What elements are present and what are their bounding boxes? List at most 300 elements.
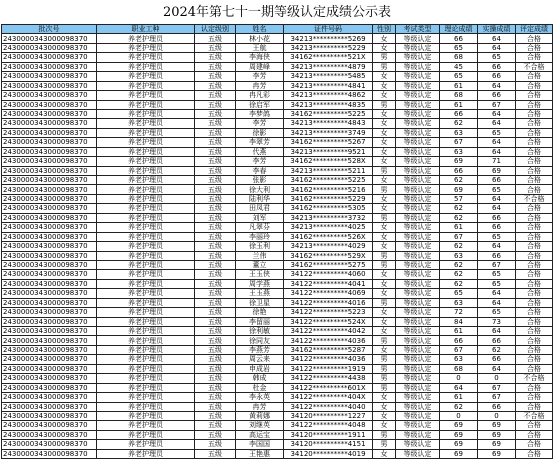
cell-theory-score: 67: [440, 138, 478, 147]
cell-theory-score: 63: [440, 298, 478, 307]
cell-gender: 女: [373, 128, 396, 137]
cell-exam-type: 等级认定: [396, 355, 440, 364]
cell-id-number: 34162**********521X: [284, 53, 373, 62]
cell-name: 冉芳: [236, 81, 284, 90]
cell-occupation: 养老护理员: [97, 81, 195, 90]
cell-id-number: 34122**********4036: [284, 355, 373, 364]
cell-batch-number: 24300003430000983​70: [2, 166, 97, 175]
cell-batch-number: 24300003430000983​70: [2, 43, 97, 52]
cell-gender: 男: [373, 62, 396, 71]
cell-name: 李春: [236, 166, 284, 175]
cell-theory-score: 61: [440, 327, 478, 336]
cell-name: 杜金: [236, 383, 284, 392]
cell-theory-score: 69: [440, 449, 478, 458]
column-header-id-number: 证件号码: [284, 25, 373, 34]
cell-name: 周建峰: [236, 62, 284, 71]
cell-result: 合格: [516, 317, 553, 326]
cell-theory-score: 62: [440, 204, 478, 213]
cell-id-number: 34213**********4029: [284, 242, 373, 251]
cell-id-number: 34213**********4879: [284, 62, 373, 71]
cell-occupation: 养老护理员: [97, 62, 195, 71]
cell-gender: 女: [373, 109, 396, 118]
cell-exam-type: 等级认定: [396, 393, 440, 402]
column-header-result: 评定成绩: [516, 25, 553, 34]
cell-exam-type: 等级认定: [396, 251, 440, 260]
cell-batch-number: 24300003430000983​70: [2, 383, 97, 392]
table-row: [2, 176, 553, 185]
cell-result: 合格: [516, 289, 553, 298]
cell-gender: 男: [373, 185, 396, 194]
cell-name: 徐玉利: [236, 242, 284, 251]
cell-practical-score: 64: [478, 327, 516, 336]
cell-theory-score: 66: [440, 166, 478, 175]
cell-result: 合格: [516, 72, 553, 81]
cell-occupation: 养老护理员: [97, 430, 195, 439]
table-row: [2, 402, 553, 411]
cell-batch-number: 24300003430000983​70: [2, 355, 97, 364]
cell-occupation: 养老护理员: [97, 374, 195, 383]
cell-result: 合格: [516, 213, 553, 222]
cell-result: 合格: [516, 402, 553, 411]
cell-theory-score: 64: [440, 383, 478, 392]
cell-occupation: 养老护理员: [97, 34, 195, 43]
cell-gender: 女: [373, 232, 396, 241]
cell-occupation: 养老护理员: [97, 100, 195, 109]
cell-result: 合格: [516, 440, 553, 449]
cell-name: 凡翠芬: [236, 223, 284, 232]
cell-exam-type: 等级认定: [396, 402, 440, 411]
cell-level: 五级: [195, 128, 236, 137]
cell-gender: 女: [373, 34, 396, 43]
cell-batch-number: 24300003430000983​70: [2, 393, 97, 402]
cell-exam-type: 等级认定: [396, 194, 440, 203]
cell-gender: 女: [373, 421, 396, 430]
table-row: [2, 72, 553, 81]
cell-theory-score: 62: [440, 260, 478, 269]
cell-practical-score: 66: [478, 355, 516, 364]
cell-level: 五级: [195, 421, 236, 430]
cell-batch-number: 24300003430000983​70: [2, 336, 97, 345]
cell-occupation: 养老护理员: [97, 421, 195, 430]
cell-result: 合格: [516, 355, 553, 364]
cell-name: 刘继英: [236, 421, 284, 430]
cell-exam-type: 等级认定: [396, 185, 440, 194]
cell-name: 徐艳: [236, 308, 284, 317]
table-row: [2, 383, 553, 392]
cell-name: 王艳惠: [236, 449, 284, 458]
cell-batch-number: 24300003430000983​70: [2, 289, 97, 298]
cell-practical-score: 65: [478, 279, 516, 288]
cell-level: 五级: [195, 260, 236, 269]
cell-exam-type: 等级认定: [396, 119, 440, 128]
cell-result: 不合格: [516, 374, 553, 383]
table-row: [2, 242, 553, 251]
cell-name: 李海侠: [236, 53, 284, 62]
cell-result: 合格: [516, 147, 553, 156]
cell-name: 徐同友: [236, 336, 284, 345]
cell-name: 李国国: [236, 440, 284, 449]
cell-id-number: 34122**********4041: [284, 279, 373, 288]
cell-name: 李梦鸽: [236, 109, 284, 118]
cell-result: 合格: [516, 327, 553, 336]
cell-practical-score: 66: [478, 251, 516, 260]
table-row: [2, 194, 553, 203]
table-row: [2, 336, 553, 345]
cell-exam-type: 等级认定: [396, 374, 440, 383]
cell-theory-score: 62: [440, 119, 478, 128]
cell-exam-type: 等级认定: [396, 34, 440, 43]
column-header-practical-score: 实操成绩: [478, 25, 516, 34]
cell-level: 五级: [195, 138, 236, 147]
cell-gender: 女: [373, 81, 396, 90]
cell-gender: 女: [373, 345, 396, 354]
cell-occupation: 养老护理员: [97, 91, 195, 100]
cell-batch-number: 24300003430000983​70: [2, 260, 97, 269]
cell-exam-type: 等级认定: [396, 72, 440, 81]
table-row: [2, 157, 553, 166]
cell-result: 合格: [516, 251, 553, 260]
cell-level: 五级: [195, 204, 236, 213]
cell-practical-score: 0: [478, 411, 516, 420]
cell-occupation: 养老护理员: [97, 260, 195, 269]
cell-practical-score: 66: [478, 336, 516, 345]
cell-theory-score: 63: [440, 128, 478, 137]
cell-theory-score: 61: [440, 81, 478, 90]
cell-gender: 女: [373, 194, 396, 203]
cell-gender: 男: [373, 364, 396, 373]
cell-level: 五级: [195, 53, 236, 62]
cell-theory-score: 62: [440, 176, 478, 185]
cell-id-number: 34162**********5287: [284, 345, 373, 354]
cell-gender: 男: [373, 440, 396, 449]
cell-batch-number: 24300003430000983​70: [2, 402, 97, 411]
cell-name: 李芳: [236, 72, 284, 81]
cell-exam-type: 等级认定: [396, 270, 440, 279]
cell-level: 五级: [195, 449, 236, 458]
cell-exam-type: 等级认定: [396, 213, 440, 222]
cell-level: 五级: [195, 393, 236, 402]
cell-id-number: 34122**********601X: [284, 383, 373, 392]
cell-result: 合格: [516, 449, 553, 458]
cell-occupation: 养老护理员: [97, 383, 195, 392]
cell-level: 五级: [195, 430, 236, 439]
column-header-batch-number: 批次号: [2, 25, 97, 34]
column-header-level: 认定级别: [195, 25, 236, 34]
cell-practical-score: 64: [478, 289, 516, 298]
cell-theory-score: 68: [440, 53, 478, 62]
cell-occupation: 养老护理员: [97, 327, 195, 336]
cell-exam-type: 等级认定: [396, 204, 440, 213]
cell-id-number: 34122**********4016: [284, 298, 373, 307]
cell-practical-score: 65: [478, 232, 516, 241]
cell-gender: 男: [373, 213, 396, 222]
cell-level: 五级: [195, 43, 236, 52]
cell-theory-score: 84: [440, 317, 478, 326]
table-row: [2, 53, 553, 62]
column-header-gender: 性别: [373, 25, 396, 34]
cell-id-number: 34120**********1227: [284, 411, 373, 420]
cell-exam-type: 等级认定: [396, 147, 440, 156]
cell-practical-score: 66: [478, 402, 516, 411]
cell-result: 合格: [516, 260, 553, 269]
cell-theory-score: 66: [440, 34, 478, 43]
cell-gender: 男: [373, 260, 396, 269]
cell-id-number: 34122**********404X: [284, 393, 373, 402]
cell-name: 张影: [236, 176, 284, 185]
cell-batch-number: 24300003430000983​70: [2, 91, 97, 100]
cell-batch-number: 24300003430000983​70: [2, 185, 97, 194]
cell-id-number: 34122**********4036: [284, 336, 373, 345]
cell-gender: 女: [373, 138, 396, 147]
cell-exam-type: 等级认定: [396, 383, 440, 392]
cell-occupation: 养老护理员: [97, 308, 195, 317]
table-row: [2, 308, 553, 317]
cell-result: 合格: [516, 393, 553, 402]
cell-gender: 女: [373, 91, 396, 100]
cell-id-number: 34122**********4069: [284, 289, 373, 298]
cell-id-number: 34162**********5229: [284, 194, 373, 203]
table-row: [2, 374, 553, 383]
cell-result: 合格: [516, 308, 553, 317]
cell-result: 合格: [516, 43, 553, 52]
table-row: [2, 109, 553, 118]
cell-batch-number: 24300003430000983​70: [2, 232, 97, 241]
cell-level: 五级: [195, 242, 236, 251]
cell-theory-score: 69: [440, 421, 478, 430]
cell-exam-type: 等级认定: [396, 176, 440, 185]
cell-result: 合格: [516, 91, 553, 100]
cell-theory-score: 72: [440, 308, 478, 317]
cell-result: 不合格: [516, 194, 553, 203]
cell-name: 周云来: [236, 355, 284, 364]
cell-name: 高运宝: [236, 430, 284, 439]
cell-theory-score: 62: [440, 213, 478, 222]
cell-practical-score: 65: [478, 185, 516, 194]
cell-occupation: 养老护理员: [97, 345, 195, 354]
cell-gender: 男: [373, 336, 396, 345]
cell-gender: 女: [373, 327, 396, 336]
cell-result: 合格: [516, 242, 553, 251]
cell-practical-score: 0: [478, 374, 516, 383]
cell-occupation: 养老护理员: [97, 157, 195, 166]
cell-batch-number: 24300003430000983​70: [2, 270, 97, 279]
cell-practical-score: 64: [478, 364, 516, 373]
table-row: [2, 317, 553, 326]
cell-practical-score: 69: [478, 440, 516, 449]
cell-batch-number: 24300003430000983​70: [2, 81, 97, 90]
cell-name: 冉凡彩: [236, 91, 284, 100]
cell-level: 五级: [195, 298, 236, 307]
cell-batch-number: 24300003430000983​70: [2, 128, 97, 137]
cell-level: 五级: [195, 383, 236, 392]
cell-result: 合格: [516, 119, 553, 128]
cell-name: 刘军: [236, 213, 284, 222]
cell-result: 合格: [516, 204, 553, 213]
cell-level: 五级: [195, 364, 236, 373]
cell-exam-type: 等级认定: [396, 138, 440, 147]
table-row: [2, 289, 553, 298]
cell-batch-number: 24300003430000983​70: [2, 119, 97, 128]
cell-name: 申成岩: [236, 364, 284, 373]
cell-occupation: 养老护理员: [97, 213, 195, 222]
cell-exam-type: 等级认定: [396, 289, 440, 298]
cell-exam-type: 等级认定: [396, 62, 440, 71]
cell-occupation: 养老护理员: [97, 355, 195, 364]
cell-occupation: 养老护理员: [97, 72, 195, 81]
cell-exam-type: 等级认定: [396, 317, 440, 326]
cell-batch-number: 24300003430000983​70: [2, 421, 97, 430]
results-table: [1, 24, 553, 459]
cell-exam-type: 等级认定: [396, 43, 440, 52]
cell-result: 合格: [516, 364, 553, 373]
cell-exam-type: 等级认定: [396, 440, 440, 449]
cell-name: 冉芳: [236, 402, 284, 411]
cell-occupation: 养老护理员: [97, 185, 195, 194]
table-row: [2, 355, 553, 364]
cell-result: 合格: [516, 223, 553, 232]
cell-gender: 男: [373, 251, 396, 260]
cell-gender: 女: [373, 317, 396, 326]
table-row: [2, 364, 553, 373]
table-row: [2, 147, 553, 156]
cell-name: 徐大利: [236, 185, 284, 194]
cell-theory-score: 65: [440, 72, 478, 81]
cell-practical-score: 64: [478, 204, 516, 213]
cell-batch-number: 24300003430000983​70: [2, 298, 97, 307]
cell-result: 合格: [516, 34, 553, 43]
cell-practical-score: 64: [478, 81, 516, 90]
cell-gender: 男: [373, 298, 396, 307]
cell-id-number: 34162**********5225: [284, 109, 373, 118]
cell-gender: 男: [373, 383, 396, 392]
cell-name: 林小花: [236, 34, 284, 43]
cell-result: 合格: [516, 81, 553, 90]
cell-gender: 男: [373, 100, 396, 109]
cell-batch-number: 24300003430000983​70: [2, 109, 97, 118]
table-row: [2, 91, 553, 100]
table-row: [2, 100, 553, 109]
cell-exam-type: 等级认定: [396, 260, 440, 269]
cell-gender: 女: [373, 72, 396, 81]
cell-exam-type: 等级认定: [396, 308, 440, 317]
cell-result: 合格: [516, 279, 553, 288]
table-row: [2, 270, 553, 279]
cell-level: 五级: [195, 308, 236, 317]
cell-occupation: 养老护理员: [97, 364, 195, 373]
column-header-occupation: 职业工种: [97, 25, 195, 34]
cell-theory-score: 68: [440, 91, 478, 100]
cell-practical-score: 66: [478, 91, 516, 100]
cell-level: 五级: [195, 119, 236, 128]
cell-name: 徐启军: [236, 100, 284, 109]
cell-occupation: 养老护理员: [97, 449, 195, 458]
cell-id-number: 34213**********3749: [284, 128, 373, 137]
cell-result: 合格: [516, 176, 553, 185]
cell-level: 五级: [195, 336, 236, 345]
cell-result: 不合格: [516, 62, 553, 71]
cell-occupation: 养老护理员: [97, 232, 195, 241]
cell-theory-score: 62: [440, 402, 478, 411]
cell-level: 五级: [195, 279, 236, 288]
cell-occupation: 养老护理员: [97, 138, 195, 147]
cell-theory-score: 69: [440, 430, 478, 439]
cell-practical-score: 66: [478, 176, 516, 185]
cell-batch-number: 24300003430000983​70: [2, 449, 97, 458]
cell-practical-score: 69: [478, 449, 516, 458]
cell-exam-type: 等级认定: [396, 91, 440, 100]
cell-batch-number: 24300003430000983​70: [2, 251, 97, 260]
cell-exam-type: 等级认定: [396, 430, 440, 439]
cell-batch-number: 24300003430000983​70: [2, 440, 97, 449]
cell-exam-type: 等级认定: [396, 449, 440, 458]
cell-level: 五级: [195, 100, 236, 109]
cell-name: 田凤君: [236, 204, 284, 213]
cell-level: 五级: [195, 440, 236, 449]
cell-gender: 女: [373, 393, 396, 402]
cell-name: 徐影: [236, 128, 284, 137]
cell-batch-number: 24300003430000983​70: [2, 308, 97, 317]
cell-exam-type: 等级认定: [396, 109, 440, 118]
cell-level: 五级: [195, 34, 236, 43]
cell-result: 合格: [516, 430, 553, 439]
cell-batch-number: 24300003430000983​70: [2, 411, 97, 420]
cell-batch-number: 24300003430000983​70: [2, 213, 97, 222]
cell-occupation: 养老护理员: [97, 270, 195, 279]
cell-id-number: 34122**********1919: [284, 364, 373, 373]
cell-theory-score: 0: [440, 411, 478, 420]
column-header-name: 姓名: [236, 25, 284, 34]
cell-theory-score: 62: [440, 242, 478, 251]
cell-theory-score: 57: [440, 194, 478, 203]
cell-batch-number: 24300003430000983​70: [2, 364, 97, 373]
cell-result: 合格: [516, 157, 553, 166]
cell-gender: 男: [373, 166, 396, 175]
cell-theory-score: 61: [440, 100, 478, 109]
column-header-exam-type: 考试类型: [396, 25, 440, 34]
cell-occupation: 养老护理员: [97, 43, 195, 52]
cell-result: 合格: [516, 383, 553, 392]
cell-gender: 女: [373, 270, 396, 279]
cell-result: 合格: [516, 109, 553, 118]
cell-practical-score: 62: [478, 345, 516, 354]
table-row: [2, 185, 553, 194]
table-row: [2, 62, 553, 71]
cell-gender: 女: [373, 119, 396, 128]
cell-batch-number: 24300003430000983​70: [2, 194, 97, 203]
cell-gender: 女: [373, 204, 396, 213]
cell-level: 五级: [195, 81, 236, 90]
cell-practical-score: 71: [478, 157, 516, 166]
table-row: [2, 327, 553, 336]
cell-batch-number: 24300003430000983​70: [2, 374, 97, 383]
cell-batch-number: 24300003430000983​70: [2, 204, 97, 213]
cell-practical-score: 67: [478, 383, 516, 392]
cell-theory-score: 62: [440, 279, 478, 288]
cell-occupation: 养老护理员: [97, 440, 195, 449]
cell-level: 五级: [195, 176, 236, 185]
cell-gender: 女: [373, 43, 396, 52]
cell-occupation: 养老护理员: [97, 289, 195, 298]
cell-id-number: 34213**********5229: [284, 43, 373, 52]
cell-practical-score: 69: [478, 166, 516, 175]
cell-name: 王玉侠: [236, 270, 284, 279]
cell-id-number: 34120**********4151: [284, 440, 373, 449]
cell-exam-type: 等级认定: [396, 345, 440, 354]
cell-batch-number: 24300003430000983​70: [2, 62, 97, 71]
cell-occupation: 养老护理员: [97, 119, 195, 128]
cell-practical-score: 65: [478, 128, 516, 137]
cell-id-number: 34162**********526X: [284, 232, 373, 241]
